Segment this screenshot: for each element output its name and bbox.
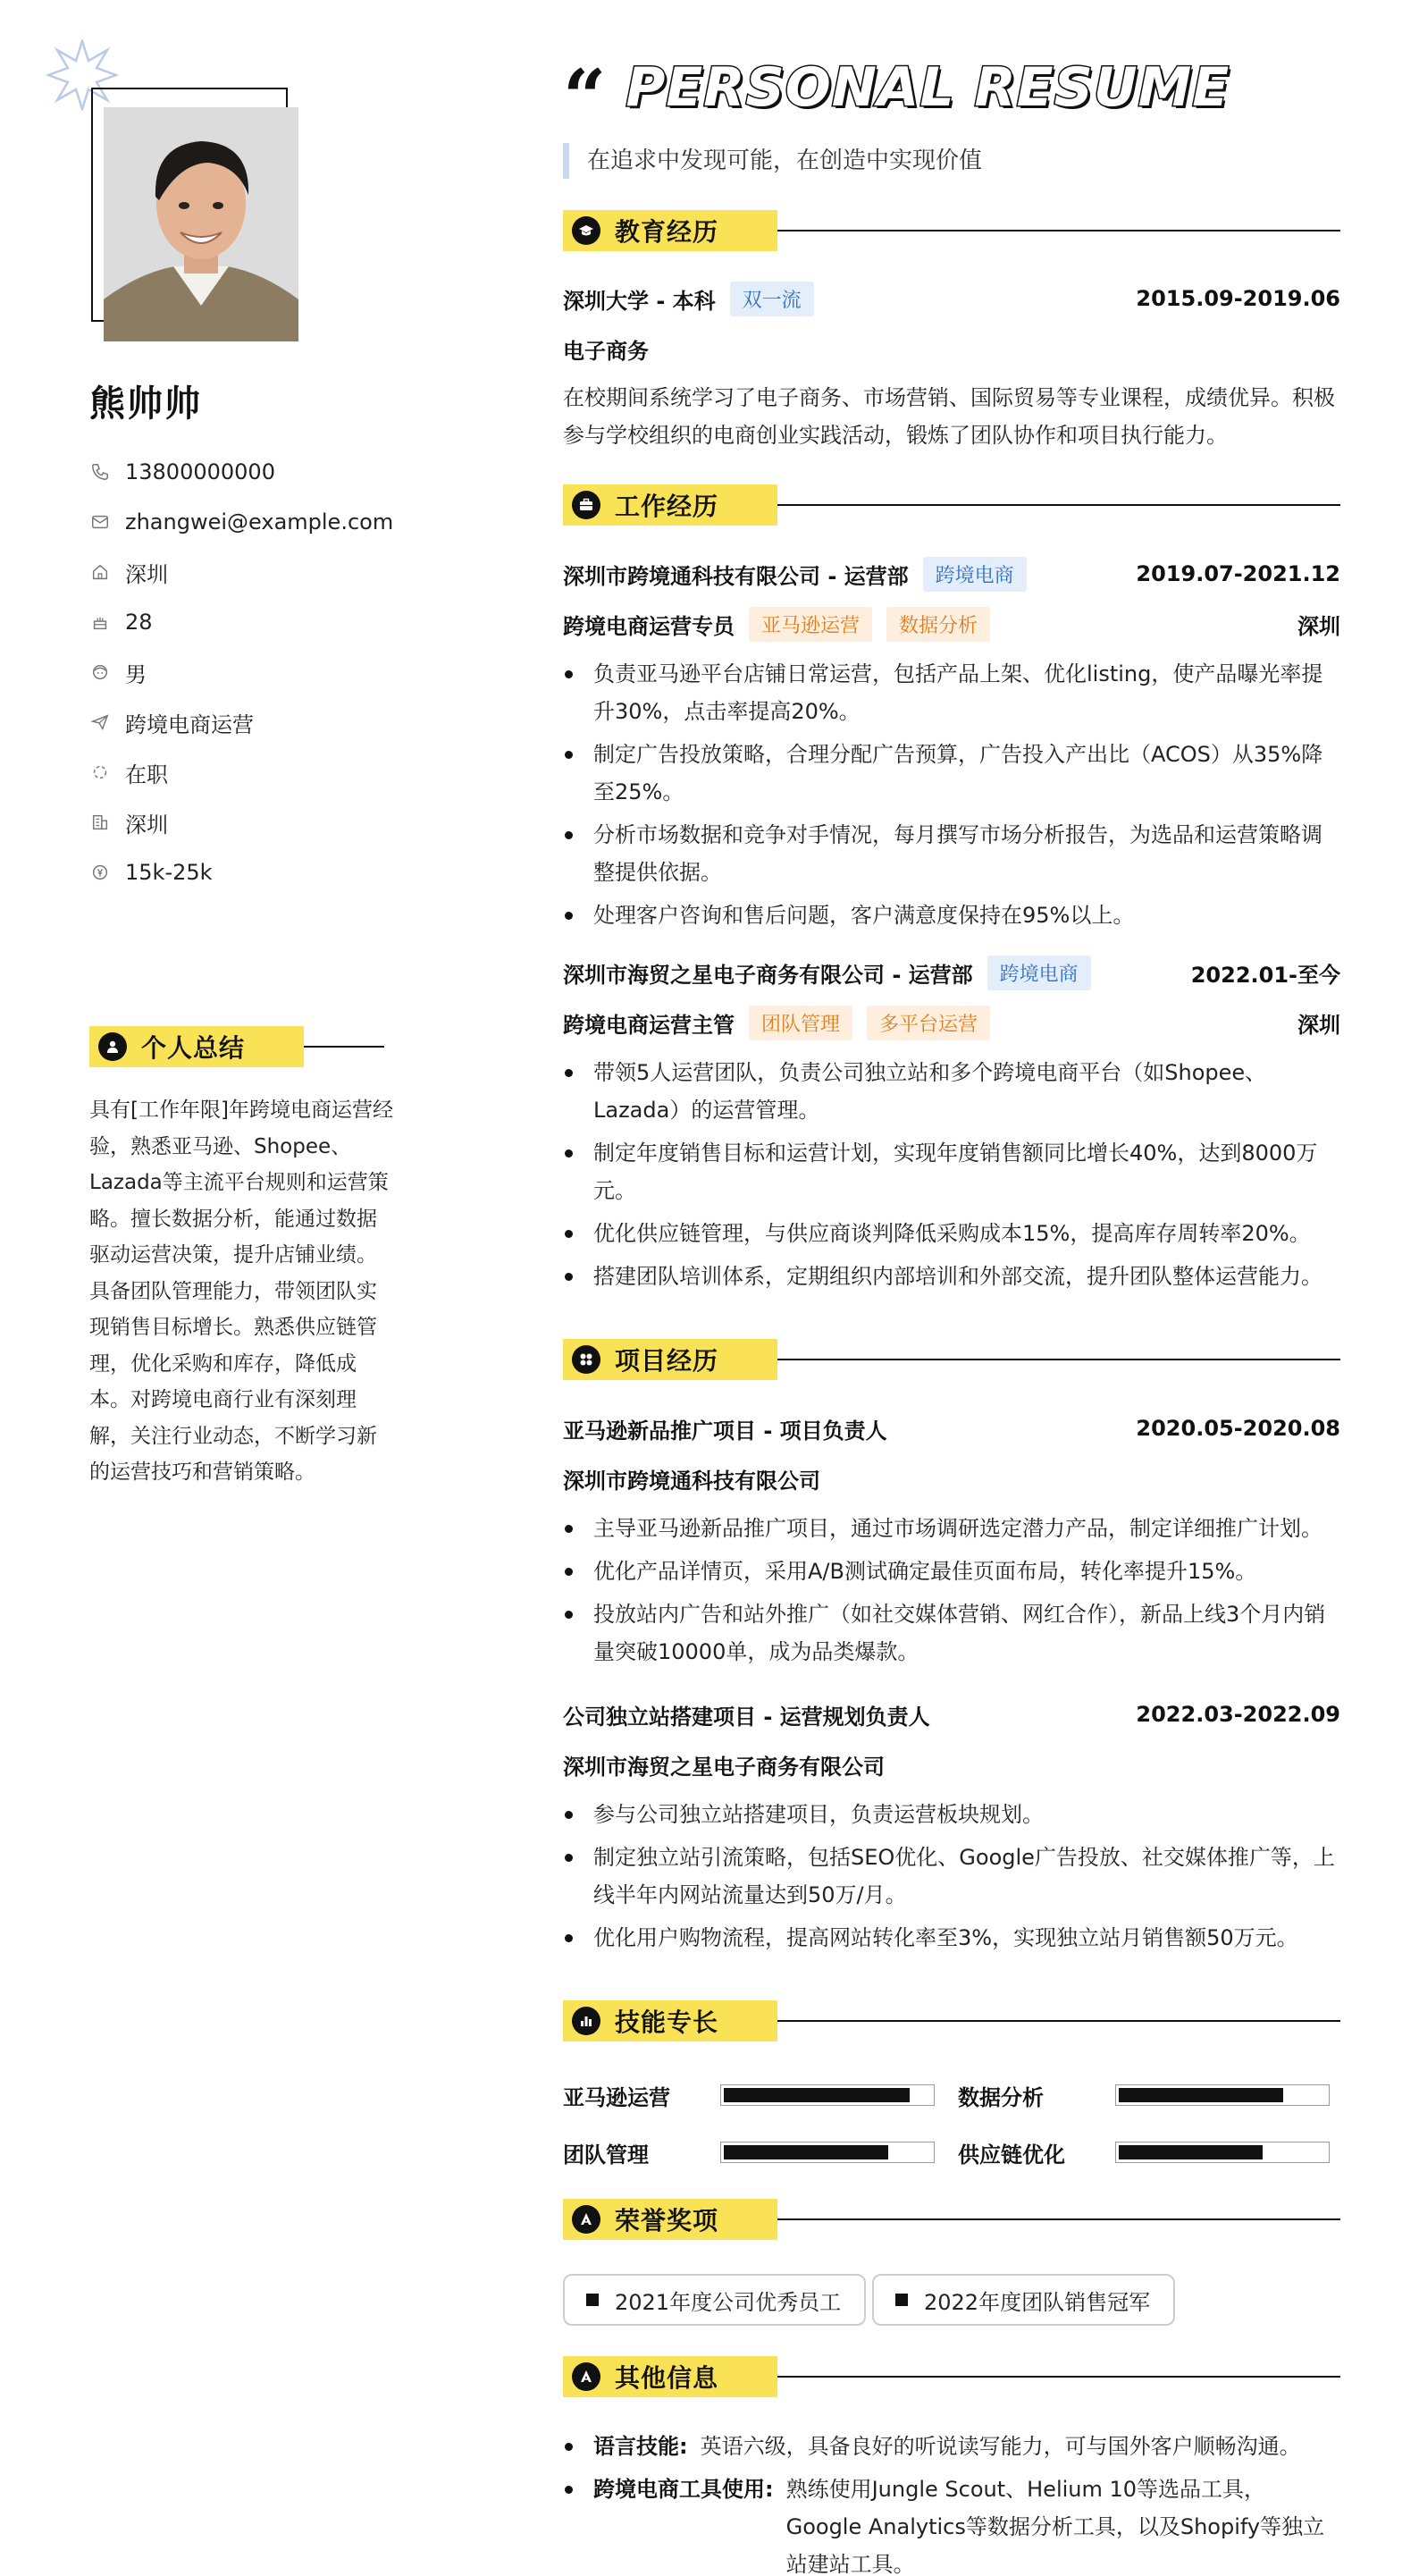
section-badge [563, 484, 777, 526]
project-duties-list [563, 1796, 1340, 1962]
section-badge [563, 210, 777, 251]
section-badge [89, 1026, 304, 1067]
list-item: 参与公司独立站搭建项目，负责运营板块规划。 [563, 1796, 1340, 1833]
info-text: 深圳 [125, 561, 168, 587]
section-title: 工作经历 [615, 492, 719, 521]
skill-tag: 数据分析 [886, 607, 990, 642]
project-company-row [563, 1747, 1340, 1782]
list-item: 优化产品详情页，采用A/B测试确定最佳页面布局，转化率提升15%。 [563, 1553, 1340, 1590]
info-work-city [89, 797, 465, 847]
profile-name: 熊帅帅 [89, 383, 202, 425]
list-item: 带领5人运营团队，负责公司独立站和多个跨境电商平台（如Shopee、Lazada）的运营管理。 [563, 1054, 1340, 1129]
resume-title: PERSONAL RESUME [626, 56, 1230, 119]
info-text: zhangwei@example.com [125, 509, 394, 535]
other-value: 熟练使用Jungle Scout、Helium 10等选品工具，Google Analytics等数据分析工具，以及Shopify等独立站建站工具。 [785, 2477, 1325, 2576]
project-duties-list [563, 1510, 1340, 1676]
section-title: 荣誉奖项 [615, 2206, 719, 2235]
section-badge [563, 2356, 777, 2397]
education-row [563, 281, 1340, 316]
award-text: 2022年度团队销售冠军 [924, 2289, 1151, 2315]
section-title: 教育经历 [615, 217, 719, 247]
graduation-cap-icon [572, 216, 600, 245]
list-item: 制定广告投放策略，合理分配广告预算，广告投入产出比（ACOS）从35%降至25%。 [563, 736, 1340, 811]
work-section-header [563, 484, 1340, 526]
info-phone [89, 447, 465, 497]
phone-icon [89, 461, 111, 483]
list-item: 优化用户购物流程，提高网站转化率至3%，实现独立站月销售额50万元。 [563, 1919, 1340, 1957]
list-item: 处理客户咨询和售后问题，客户满意度保持在95%以上。 [563, 897, 1340, 934]
section-title: 技能专长 [615, 2008, 719, 2037]
section-divider [777, 2376, 1340, 2378]
skill-tag: 团队管理 [749, 1006, 852, 1040]
info-text: 15k-25k [125, 860, 213, 885]
award-text: 2021年度公司优秀员工 [615, 2289, 842, 2315]
projects-section-header [563, 1339, 1340, 1380]
section-badge [563, 2199, 777, 2240]
other-value: 英语六级，具备良好的听说读写能力，可与国外客户顺畅沟通。 [700, 2434, 1301, 2459]
project-date: 2020.05-2020.08 [1136, 1416, 1340, 1441]
info-city [89, 547, 465, 597]
info-text: 跨境电商运营 [125, 711, 254, 737]
skill-tag: 亚马逊运营 [749, 607, 872, 642]
school-tag: 双一流 [730, 282, 814, 316]
job-duties-list [563, 655, 1340, 939]
award-icon [572, 2205, 600, 2234]
skill-bar-fill [1119, 2088, 1283, 2102]
age-icon [89, 611, 111, 633]
info-age [89, 597, 465, 647]
info-gender [89, 647, 465, 697]
list-item: 制定年度销售目标和运营计划，实现年度销售额同比增长40%，达到8000万元。 [563, 1134, 1340, 1209]
education-date: 2015.09-2019.06 [1136, 286, 1340, 311]
contact-info-list [89, 447, 465, 897]
section-divider [777, 2218, 1340, 2220]
award-chip [563, 2274, 866, 2326]
section-badge [563, 2000, 777, 2041]
skill-item [563, 2077, 935, 2113]
job-city: 深圳 [1297, 1012, 1340, 1038]
section-title: 个人总结 [141, 1033, 246, 1063]
education-section-header [563, 210, 1340, 251]
job-position: 跨境电商运营专员 [563, 613, 735, 639]
job-city: 深圳 [1297, 613, 1340, 639]
info-text: 28 [125, 610, 153, 635]
section-divider [777, 2020, 1340, 2022]
major-name: 电子商务 [563, 338, 649, 364]
list-item [563, 2471, 1340, 2576]
list-item: 投放站内广告和站外推广（如社交媒体营销、网红合作），新品上线3个月内销量突破10000单，成为品类爆款。 [563, 1595, 1340, 1671]
status-icon [89, 762, 111, 783]
sidebar [0, 0, 500, 2576]
skill-bar-fill [1119, 2145, 1263, 2159]
briefcase-icon [572, 491, 600, 519]
project-name: 公司独立站搭建项目 - 运营规划负责人 [563, 1704, 930, 1730]
skill-name: 供应链优化 [958, 2142, 1065, 2168]
skill-bar [720, 2142, 935, 2163]
job-duties-list [563, 1054, 1340, 1301]
list-item: 搭建团队培训体系，定期组织内部培训和外部交流，提升团队整体运营能力。 [563, 1258, 1340, 1295]
section-badge [563, 1339, 777, 1380]
skill-item [563, 2134, 935, 2170]
company-name: 深圳市海贸之星电子商务有限公司 - 运营部 [563, 962, 973, 988]
info-status [89, 747, 465, 797]
education-description: 在校期间系统学习了电子商务、市场营销、国际贸易等专业课程，成绩优异。积极参与学校组织的电商创业实践活动，锻炼了团队协作和项目执行能力。 [563, 385, 1335, 448]
tagline: 在追求中发现可能，在创造中实现价值 [563, 143, 982, 179]
award-chip [872, 2274, 1175, 2326]
company-name: 深圳市跨境通科技有限公司 - 运营部 [563, 563, 909, 589]
avatar [104, 107, 298, 341]
summary-text: 具有[工作年限]年跨境电商运营经验，熟悉亚马逊、Shopee、Lazada等主流平台规则和运营策略。擅长数据分析，能通过数据驱动运营决策，提升店铺业绩。具备团队管理能力，带领团队实现销售目标增长。熟悉供应链管理，优化采购和库存，降低成本。对跨境电商行业有深刻理解，关注行业动态，不断学习新的运营技巧和营销策略。 [89, 1099, 393, 1484]
info-text: 男 [125, 661, 147, 687]
info-position [89, 697, 465, 747]
project-row [563, 1410, 1340, 1446]
awards-section-header [563, 2199, 1340, 2240]
list-item: 制定独立站引流策略，包括SEO优化、Google广告投放、社交媒体推广等，上线半年内网站流量达到50万/月。 [563, 1839, 1340, 1914]
gender-icon [89, 661, 111, 683]
user-icon [98, 1032, 127, 1061]
other-section-header [563, 2356, 1340, 2397]
skill-bar [1115, 2142, 1330, 2163]
job-row [563, 955, 1340, 990]
project-name: 亚马逊新品推广项目 - 项目负责人 [563, 1418, 887, 1444]
skill-name: 亚马逊运营 [563, 2084, 670, 2110]
project-date: 2022.03-2022.09 [1136, 1702, 1340, 1727]
company-tag: 跨境电商 [923, 557, 1027, 592]
section-divider [777, 504, 1340, 506]
square-bullet-icon [895, 2294, 908, 2306]
major-row [563, 331, 1340, 366]
section-divider [304, 1046, 384, 1048]
section-divider [777, 230, 1340, 232]
building-icon [89, 812, 111, 833]
school-name: 深圳大学 - 本科 [563, 288, 716, 314]
job-date: 2019.07-2021.12 [1136, 561, 1340, 586]
info-text: 13800000000 [125, 459, 275, 484]
info-text: 在职 [125, 762, 168, 787]
other-key: 跨境电商工具使用: [593, 2477, 774, 2502]
project-row [563, 1696, 1340, 1732]
other-info-list [563, 2428, 1340, 2576]
job-position: 跨境电商运营主管 [563, 1012, 735, 1038]
skill-tag: 多平台运营 [867, 1006, 990, 1040]
list-item: 负责亚马逊平台店铺日常运营，包括产品上架、优化listing，使产品曝光率提升30%，点击率提高20%。 [563, 655, 1340, 730]
section-title: 其他信息 [615, 2363, 719, 2393]
skill-item [958, 2077, 1330, 2113]
list-item: 优化供应链管理，与供应商谈判降低采购成本15%，提高库存周转率20%。 [563, 1215, 1340, 1252]
info-email [89, 497, 465, 547]
mail-icon [89, 511, 111, 533]
project-company: 深圳市跨境通科技有限公司 [563, 1468, 820, 1494]
company-tag: 跨境电商 [987, 955, 1091, 990]
skill-name: 团队管理 [563, 2142, 649, 2168]
salary-icon [89, 862, 111, 883]
project-company-row [563, 1461, 1340, 1496]
home-icon [89, 561, 111, 583]
skill-bar-fill [724, 2088, 910, 2102]
send-icon [89, 711, 111, 733]
skill-bar-fill [724, 2145, 888, 2159]
list-item [563, 2428, 1340, 2465]
job-position-row [563, 1005, 1340, 1040]
resume-header [563, 52, 1230, 141]
job-position-row [563, 606, 1340, 642]
job-date: 2022.01-至今 [1190, 962, 1340, 988]
skill-bar [1115, 2084, 1330, 2106]
info-icon [572, 2362, 600, 2391]
skill-name: 数据分析 [958, 2084, 1044, 2110]
other-key: 语言技能: [593, 2434, 688, 2459]
quote-mark: “ [563, 53, 607, 141]
skill-bar [720, 2084, 935, 2106]
job-row [563, 556, 1340, 592]
bar-chart-icon [572, 2007, 600, 2035]
list-item: 分析市场数据和竞争对手情况，每月撰写市场分析报告，为选品和运营策略调整提供依据。 [563, 816, 1340, 891]
square-bullet-icon [586, 2294, 599, 2306]
project-company: 深圳市海贸之星电子商务有限公司 [563, 1754, 885, 1780]
section-title: 项目经历 [615, 1346, 719, 1376]
summary-section-header [89, 1026, 384, 1067]
skills-section-header [563, 2000, 1340, 2041]
skill-item [958, 2134, 1330, 2170]
grid-icon [572, 1345, 600, 1374]
info-salary [89, 847, 465, 897]
info-text: 深圳 [125, 812, 168, 838]
section-divider [777, 1359, 1340, 1360]
list-item: 主导亚马逊新品推广项目，通过市场调研选定潜力产品，制定详细推广计划。 [563, 1510, 1340, 1547]
